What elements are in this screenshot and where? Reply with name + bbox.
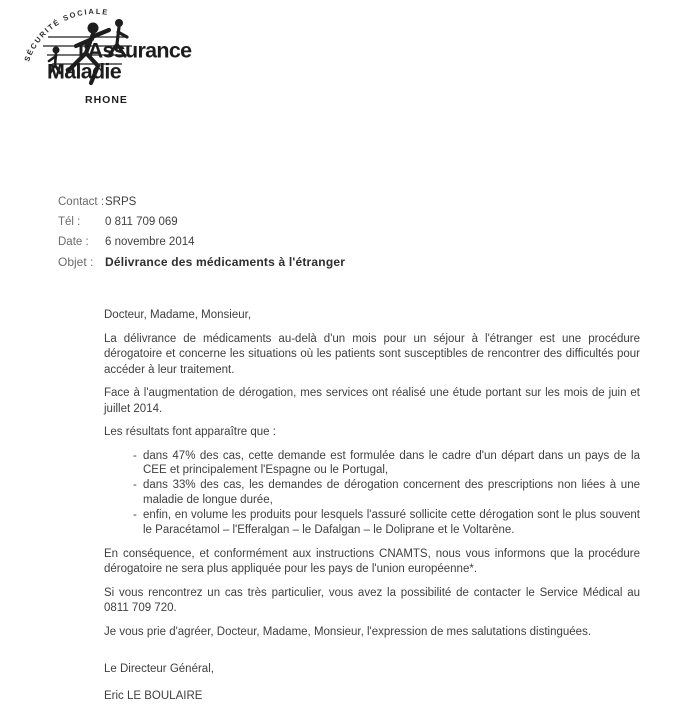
signature-name: Eric LE BOULAIRE [104, 689, 203, 702]
date-value: 6 novembre 2014 [105, 236, 195, 248]
salutation: Docteur, Madame, Monsieur, [104, 309, 252, 321]
contact-value: SRPS [105, 196, 137, 208]
assurance-maladie-logo-graphic [16, 6, 216, 114]
assurance-maladie-logo [16, 6, 216, 114]
letter-meta [58, 196, 345, 276]
date-label: Date : [58, 236, 89, 248]
list-item [104, 478, 640, 508]
results-intro: Les résultats font apparaître que : [104, 426, 276, 438]
meta-row-contact [58, 196, 345, 209]
tel-value: 0 811 709 069 [105, 216, 178, 228]
closing: Je vous prie d'agréer, Docteur, Madame, Monsieur, l'expression de mes salutations distinguées. [104, 625, 592, 638]
bullet-text: dans 33% des cas, les demandes de dérogation concernent des prescriptions non liées à une maladie de longue durée, [143, 479, 640, 507]
meta-row-date [58, 236, 345, 249]
bullet-marker: - [133, 449, 137, 462]
bullet-marker: - [133, 509, 137, 522]
bullet-text: enfin, en volume les produits pour lesquels l'assuré sollicite cette dérogation sont le plus souvent le Paracétamol – l'Efferalgan – le Dafalgan – le Doliprane et le Voltarène. [143, 509, 640, 537]
objet-label: Objet : [58, 255, 94, 269]
paragraph-3: En conséquence, et conformément aux instructions CNAMTS, nous vous informons que la procédure dérogatoire ne sera plus appliquée pour les pays de l'union européenne*. [104, 547, 640, 576]
paragraph-1: La délivrance de médicaments au-delà d'un mois pour un séjour à l'étranger est une procédure dérogatoire et concerne les situations où les patients sont susceptibles de rencontrer des difficultés pour accéder à leur traitement. [104, 332, 640, 376]
meta-row-tel [58, 216, 345, 229]
list-item [104, 449, 640, 479]
contact-label: Contact : [58, 196, 105, 208]
logo-brand-line2: Maladie [47, 59, 121, 84]
bullet-text: dans 47% des cas, cette demande est formulée dans le cadre d'un départ dans un pays de la CEE et principalement l'Espagne ou le Portugal, [143, 449, 640, 477]
letter-body [104, 308, 640, 704]
signature-title: Le Directeur Général, [104, 663, 214, 676]
objet-value: Délivrance des médicaments à l'étranger [105, 255, 346, 269]
tel-label: Tél : [58, 216, 81, 228]
bullet-marker: - [133, 479, 137, 492]
meta-row-objet [58, 256, 345, 269]
results-list [104, 449, 640, 538]
paragraph-4: Si vous rencontrez un cas très particulier, vous avez la possibilité de contacter le Service Médical au 0811 709 720. [104, 586, 640, 615]
logo-region-label: RHONE [85, 94, 128, 106]
list-item [104, 508, 640, 538]
logo-brand-line1: l'Assurance [78, 38, 192, 63]
logo-arc-text: SÉCURITÉ SOCIALE [22, 6, 110, 63]
paragraph-2: Face à l'augmentation de dérogation, mes services ont réalisé une étude portant sur les mois de juin et juillet 2014. [104, 387, 640, 415]
